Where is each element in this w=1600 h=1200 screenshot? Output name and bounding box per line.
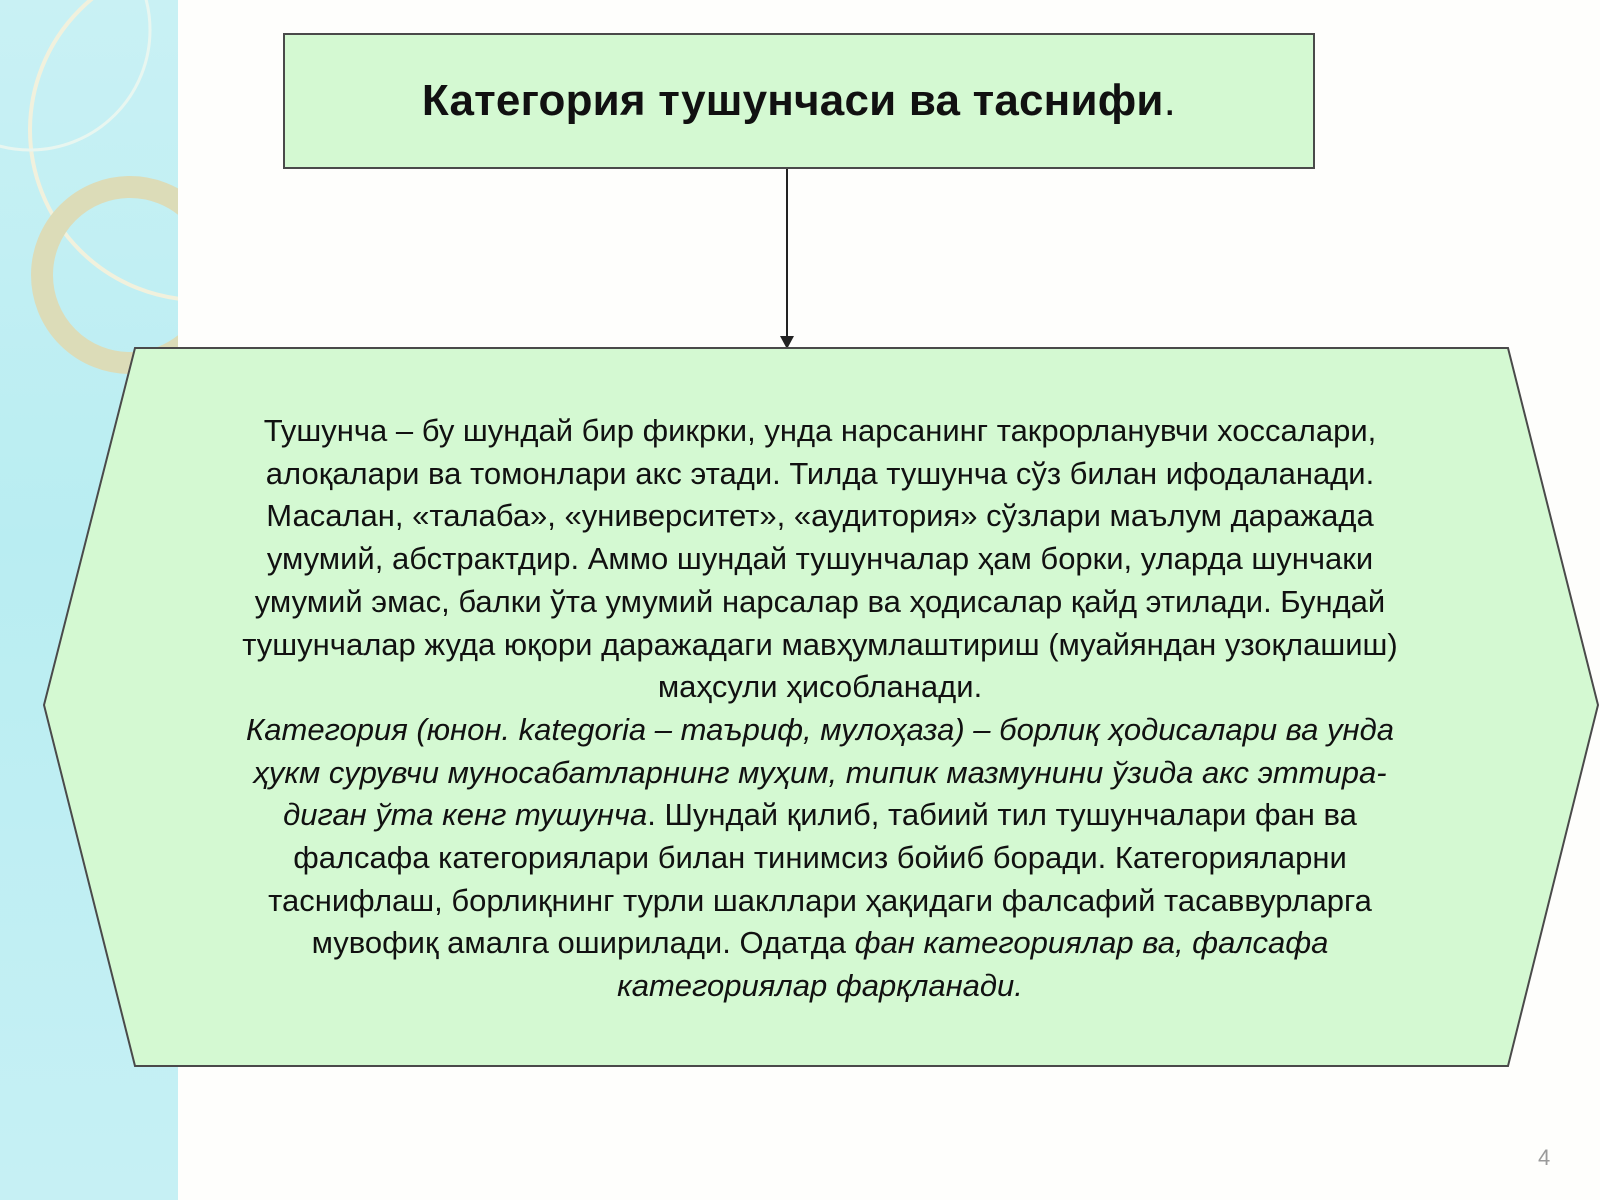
normal-fragment: . Шундай қилиб, табиий тил тушунчалари фан ва bbox=[647, 797, 1357, 833]
italic-text-line: ҳукм сурувчи муносабатларнинг муҳим, типик мазмунини ўзида акс эттира- bbox=[253, 754, 1387, 790]
title-period: . bbox=[1163, 76, 1177, 125]
text-line: алоқалари ва томонлари акс этади. Тилда тушунча сўз билан ифодаланади. bbox=[265, 455, 1375, 491]
normal-fragment: мувофиқ амалга оширилади. Одатда bbox=[311, 925, 855, 961]
text-line: фалсафа категориялари билан тинимсиз бойиб боради. Категорияларни bbox=[293, 840, 1347, 876]
text-line: таснифлаш, борлиқнинг турли шакллари ҳақидаги фалсафий тасаввурларга bbox=[268, 882, 1372, 918]
italic-text-line: Категория (юнон. kategoria – таъриф, мулоҳаза) – борлиқ ҳодисалари ва унда bbox=[246, 711, 1394, 747]
page-number: 4 bbox=[1538, 1145, 1551, 1170]
definition-text bbox=[150, 410, 1490, 1008]
text-line: Масалан, «талаба», «университет», «аудитория» сўзлари маълум даражада bbox=[266, 498, 1374, 534]
text-line: умумий эмас, балки ўта умумий нарсалар ва ҳодисалар қайд этилади. Бундай bbox=[254, 583, 1386, 619]
title-main: Категория тушунчаси ва таснифи bbox=[421, 76, 1164, 125]
mixed-text-line bbox=[150, 922, 1490, 965]
text-line: Тушунча – бу шундай бир фикрки, унда нарсанинг такрорланувчи хоссалари, bbox=[263, 413, 1377, 448]
italic-fragment: фан категориялар ва, фалсафа bbox=[854, 925, 1329, 961]
text-line: маҳсули ҳисобланади. bbox=[657, 669, 983, 705]
italic-text-line: категориялар фарқланади. bbox=[617, 968, 1023, 1004]
text-line: тушунчалар жуда юқори даражадаги мавҳумлаштириш (муайяндан узоқлашиш) bbox=[242, 626, 1398, 662]
mixed-text-line bbox=[150, 794, 1490, 837]
text-line: умумий, абстрактдир. Аммо шундай тушунчалар ҳам борки, уларда шунчаки bbox=[266, 541, 1374, 577]
italic-fragment: диган ўта кенг тушунча bbox=[283, 797, 648, 833]
